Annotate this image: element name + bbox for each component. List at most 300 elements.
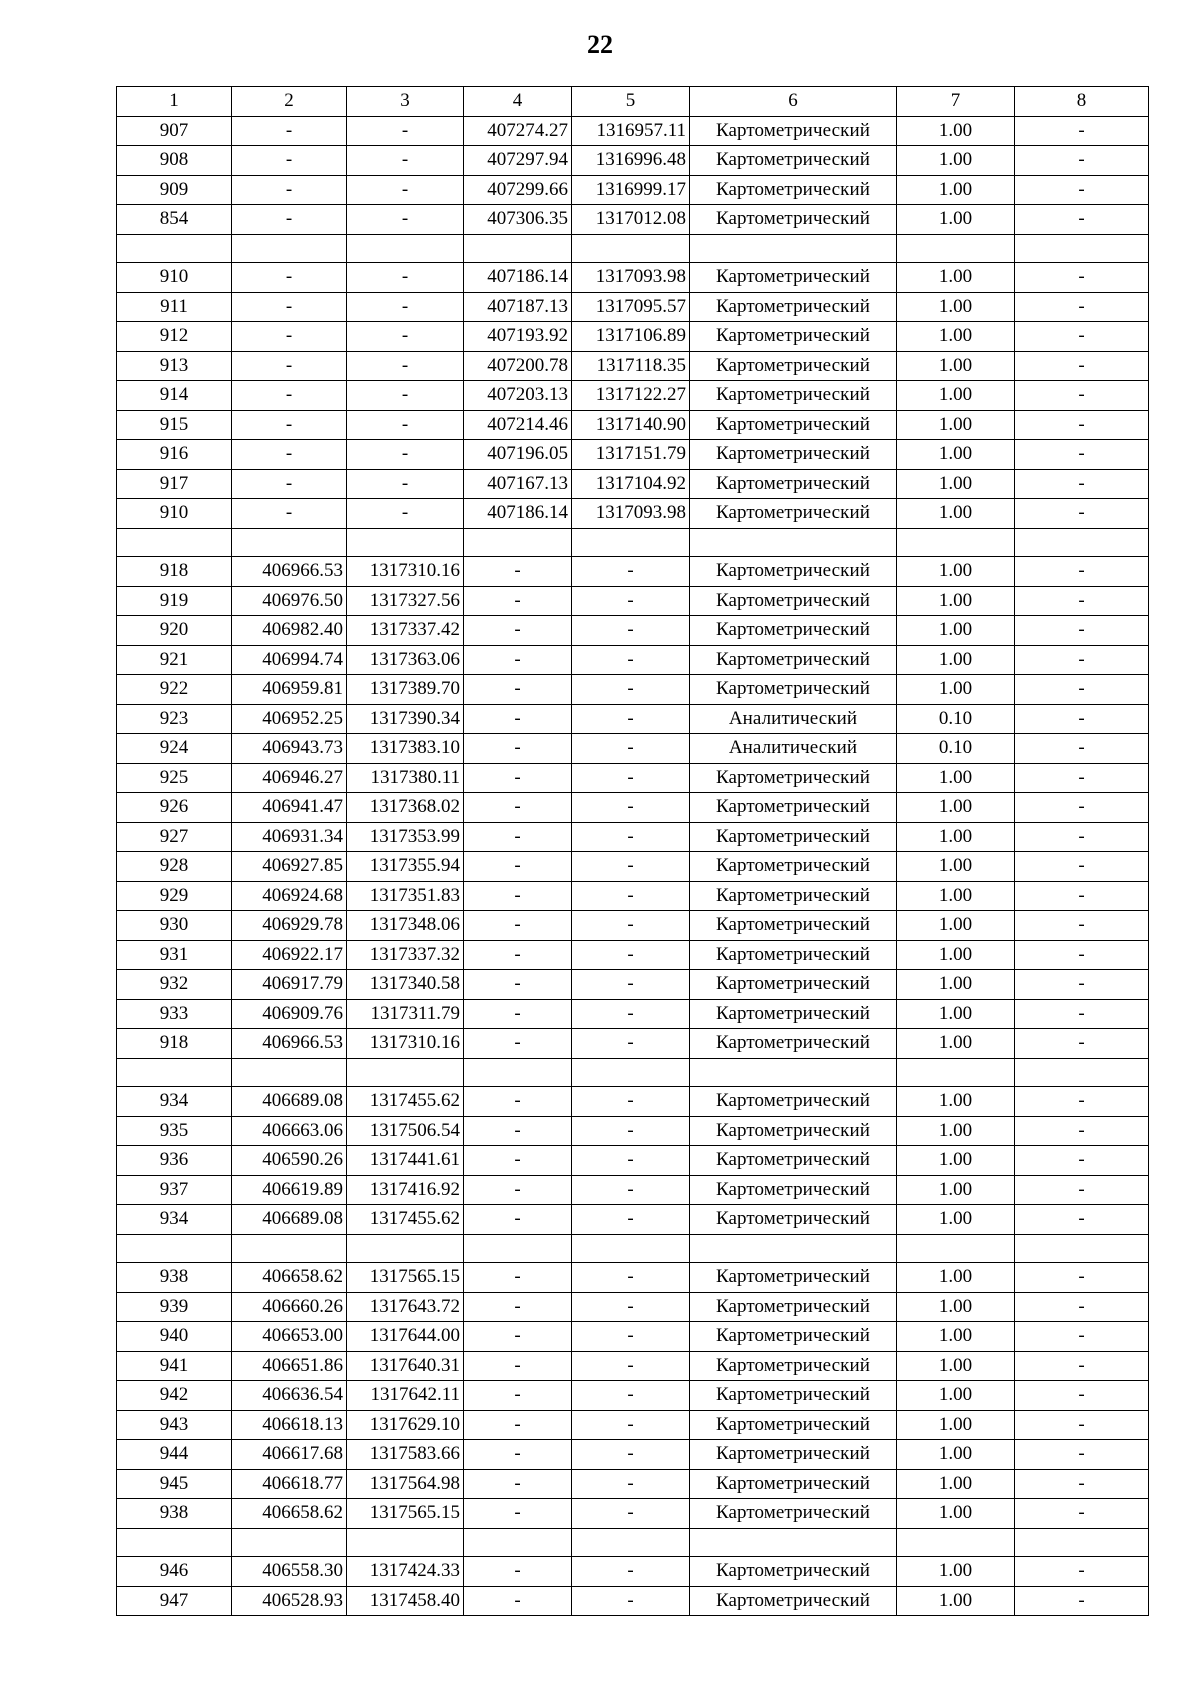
table-cell-empty <box>117 1528 232 1557</box>
table-cell-empty <box>897 528 1015 557</box>
table-cell: Картометрический <box>690 881 897 911</box>
table-cell-empty <box>690 528 897 557</box>
column-header: 5 <box>572 87 690 117</box>
table-cell: - <box>1015 616 1149 646</box>
table-cell: 1.00 <box>897 645 1015 675</box>
table-cell: Картометрический <box>690 1087 897 1117</box>
table-cell: 1.00 <box>897 1469 1015 1499</box>
table-row <box>117 586 1149 616</box>
table-cell: 1317311.79 <box>347 999 464 1029</box>
table-cell-empty <box>464 1058 572 1087</box>
table-cell: 1317340.58 <box>347 970 464 1000</box>
table-cell-empty <box>897 1058 1015 1087</box>
table-cell: 1317106.89 <box>572 322 690 352</box>
table-cell: 406528.93 <box>232 1586 347 1616</box>
table-cell: - <box>347 175 464 205</box>
table-cell-empty <box>572 528 690 557</box>
table-cell: - <box>1015 1292 1149 1322</box>
table-separator-row <box>117 528 1149 557</box>
table-cell-empty <box>347 1528 464 1557</box>
table-cell-empty <box>897 234 1015 263</box>
table-cell: 406922.17 <box>232 940 347 970</box>
table-cell: - <box>1015 263 1149 293</box>
table-cell: 910 <box>117 499 232 529</box>
table-cell: 916 <box>117 440 232 470</box>
table-cell: 911 <box>117 292 232 322</box>
table-cell: 406663.06 <box>232 1116 347 1146</box>
table-cell: - <box>464 645 572 675</box>
table-row <box>117 146 1149 176</box>
table-cell: - <box>464 1557 572 1587</box>
table-cell-empty <box>117 1058 232 1087</box>
table-cell-empty <box>572 1058 690 1087</box>
table-cell: - <box>464 1116 572 1146</box>
table-cell: Картометрический <box>690 410 897 440</box>
table-cell: - <box>347 205 464 235</box>
table-cell: Картометрический <box>690 440 897 470</box>
table-cell: 1.00 <box>897 586 1015 616</box>
table-row <box>117 645 1149 675</box>
table-row <box>117 440 1149 470</box>
table-cell: Картометрический <box>690 1469 897 1499</box>
table-cell: 910 <box>117 263 232 293</box>
table-cell: - <box>464 881 572 911</box>
table-row <box>117 1557 1149 1587</box>
table-cell: - <box>572 822 690 852</box>
table-cell: 917 <box>117 469 232 499</box>
table-cell: 1317629.10 <box>347 1410 464 1440</box>
table-cell: 1.00 <box>897 940 1015 970</box>
table-cell: 1.00 <box>897 881 1015 911</box>
table-cell: 1317093.98 <box>572 263 690 293</box>
table-cell: 406590.26 <box>232 1146 347 1176</box>
table-cell: - <box>464 1292 572 1322</box>
table-cell: 406558.30 <box>232 1557 347 1587</box>
table-cell: - <box>1015 1469 1149 1499</box>
table-cell: 1.00 <box>897 1440 1015 1470</box>
table-row <box>117 793 1149 823</box>
table-cell: - <box>464 1175 572 1205</box>
table-cell: - <box>232 499 347 529</box>
table-cell: 1.00 <box>897 1499 1015 1529</box>
table-cell: - <box>572 999 690 1029</box>
table-cell: - <box>1015 999 1149 1029</box>
table-cell: Картометрический <box>690 1263 897 1293</box>
table-cell: Картометрический <box>690 1322 897 1352</box>
table-cell: Картометрический <box>690 675 897 705</box>
table-cell: 943 <box>117 1410 232 1440</box>
column-header: 4 <box>464 87 572 117</box>
table-cell: - <box>464 852 572 882</box>
table-cell: 406927.85 <box>232 852 347 882</box>
table-cell: 1317351.83 <box>347 881 464 911</box>
table-cell: - <box>572 1557 690 1587</box>
table-cell-empty <box>347 1234 464 1263</box>
table-row <box>117 1263 1149 1293</box>
table-cell: - <box>1015 381 1149 411</box>
table-cell: 406636.54 <box>232 1381 347 1411</box>
table-cell-empty <box>690 1528 897 1557</box>
table-row <box>117 616 1149 646</box>
page-number: 22 <box>587 30 613 59</box>
table-cell: - <box>1015 586 1149 616</box>
table-cell: 406966.53 <box>232 557 347 587</box>
table-cell: - <box>572 645 690 675</box>
table-cell: - <box>464 1586 572 1616</box>
table-cell: - <box>232 292 347 322</box>
table-cell: - <box>347 351 464 381</box>
table-cell: - <box>1015 1586 1149 1616</box>
table-cell: - <box>572 1292 690 1322</box>
table-cell: 1317564.98 <box>347 1469 464 1499</box>
table-cell: - <box>464 734 572 764</box>
table-cell: 1317416.92 <box>347 1175 464 1205</box>
table-row <box>117 999 1149 1029</box>
table-cell: - <box>572 675 690 705</box>
table-cell: 1317424.33 <box>347 1557 464 1587</box>
table-cell: - <box>464 586 572 616</box>
table-cell: 1.00 <box>897 116 1015 146</box>
table-cell: 406618.77 <box>232 1469 347 1499</box>
table-cell: 1.00 <box>897 146 1015 176</box>
table-cell: - <box>232 116 347 146</box>
table-cell: - <box>572 852 690 882</box>
table-cell: Картометрический <box>690 1292 897 1322</box>
table-cell: 1317455.62 <box>347 1205 464 1235</box>
table-row <box>117 970 1149 1000</box>
table-cell: - <box>572 763 690 793</box>
table-row <box>117 116 1149 146</box>
table-cell: - <box>572 970 690 1000</box>
table-cell-empty <box>1015 1234 1149 1263</box>
table-cell: - <box>232 205 347 235</box>
table-cell: 1.00 <box>897 351 1015 381</box>
table-row <box>117 1322 1149 1352</box>
table-row <box>117 205 1149 235</box>
table-cell: - <box>464 1322 572 1352</box>
table-cell: 406660.26 <box>232 1292 347 1322</box>
table-cell: Картометрический <box>690 1586 897 1616</box>
table-cell: 938 <box>117 1499 232 1529</box>
table-cell: 1316996.48 <box>572 146 690 176</box>
table-cell-empty <box>690 1058 897 1087</box>
table-cell: 1.00 <box>897 1205 1015 1235</box>
table-cell: - <box>572 911 690 941</box>
table-cell: - <box>347 499 464 529</box>
table-cell: 922 <box>117 675 232 705</box>
table-cell: Картометрический <box>690 1440 897 1470</box>
table-cell: Картометрический <box>690 146 897 176</box>
table-cell: 1317327.56 <box>347 586 464 616</box>
table-cell: Картометрический <box>690 852 897 882</box>
table-cell: - <box>232 322 347 352</box>
table-cell: - <box>464 1381 572 1411</box>
table-cell: 1.00 <box>897 763 1015 793</box>
table-cell: 1.00 <box>897 999 1015 1029</box>
table-cell: 1.00 <box>897 1029 1015 1059</box>
table-row <box>117 1175 1149 1205</box>
table-cell: 406689.08 <box>232 1087 347 1117</box>
table-cell: 919 <box>117 586 232 616</box>
table-cell: 406689.08 <box>232 1205 347 1235</box>
table-cell: - <box>464 1263 572 1293</box>
table-cell: Картометрический <box>690 469 897 499</box>
table-row <box>117 1146 1149 1176</box>
table-cell-empty <box>117 528 232 557</box>
table-cell: 406931.34 <box>232 822 347 852</box>
table-cell: 854 <box>117 205 232 235</box>
table-cell: 1317389.70 <box>347 675 464 705</box>
table-cell: - <box>1015 175 1149 205</box>
table-cell: 934 <box>117 1087 232 1117</box>
table-cell-empty <box>347 528 464 557</box>
table-cell: - <box>572 1499 690 1529</box>
table-cell: - <box>232 469 347 499</box>
table-row <box>117 911 1149 941</box>
table-cell: - <box>1015 322 1149 352</box>
table-cell: - <box>1015 940 1149 970</box>
column-header: 1 <box>117 87 232 117</box>
table-cell: 406651.86 <box>232 1351 347 1381</box>
table-cell: 1317012.08 <box>572 205 690 235</box>
table-cell: - <box>1015 1116 1149 1146</box>
table-cell: Картометрический <box>690 1029 897 1059</box>
table-cell: 1317583.66 <box>347 1440 464 1470</box>
table-cell: Картометрический <box>690 175 897 205</box>
table-row <box>117 1351 1149 1381</box>
table-cell: 946 <box>117 1557 232 1587</box>
column-header: 3 <box>347 87 464 117</box>
table-cell-empty <box>464 1528 572 1557</box>
table-cell: - <box>572 1586 690 1616</box>
table-cell: Картометрический <box>690 381 897 411</box>
table-row <box>117 1292 1149 1322</box>
table-cell: 918 <box>117 1029 232 1059</box>
table-cell: - <box>232 410 347 440</box>
table-cell: 407214.46 <box>464 410 572 440</box>
table-cell: 407297.94 <box>464 146 572 176</box>
table-cell: 926 <box>117 793 232 823</box>
table-row <box>117 175 1149 205</box>
table-cell: 1317310.16 <box>347 557 464 587</box>
table-cell: 938 <box>117 1263 232 1293</box>
table-cell: 1.00 <box>897 852 1015 882</box>
table-cell: Картометрический <box>690 793 897 823</box>
table-cell: - <box>1015 881 1149 911</box>
table-cell: 406909.76 <box>232 999 347 1029</box>
table-cell: - <box>1015 645 1149 675</box>
table-cell: - <box>1015 499 1149 529</box>
table-cell: - <box>572 1029 690 1059</box>
table-cell: 407200.78 <box>464 351 572 381</box>
table-cell: 406658.62 <box>232 1263 347 1293</box>
table-cell: - <box>572 557 690 587</box>
table-cell: 1317095.57 <box>572 292 690 322</box>
table-cell: - <box>1015 734 1149 764</box>
table-cell: Картометрический <box>690 116 897 146</box>
table-cell-empty <box>117 234 232 263</box>
table-cell: - <box>464 675 572 705</box>
table-cell: - <box>464 1351 572 1381</box>
table-cell: Картометрический <box>690 616 897 646</box>
table-cell: - <box>464 911 572 941</box>
table-cell: - <box>464 1087 572 1117</box>
table-cell: 1317642.11 <box>347 1381 464 1411</box>
table-cell: - <box>572 1087 690 1117</box>
table-cell-empty <box>464 234 572 263</box>
table-cell-empty <box>117 1234 232 1263</box>
table-cell: - <box>1015 410 1149 440</box>
table-cell: 944 <box>117 1440 232 1470</box>
table-cell: 406653.00 <box>232 1322 347 1352</box>
table-cell: Картометрический <box>690 1381 897 1411</box>
table-cell: - <box>347 410 464 440</box>
table-cell: 1.00 <box>897 822 1015 852</box>
table-cell: - <box>1015 911 1149 941</box>
table-cell: - <box>464 704 572 734</box>
table-cell: 1317104.92 <box>572 469 690 499</box>
table-cell: 0.10 <box>897 734 1015 764</box>
table-cell: - <box>572 1116 690 1146</box>
table-cell: Аналитический <box>690 734 897 764</box>
table-cell: - <box>1015 1087 1149 1117</box>
table-cell: 1317643.72 <box>347 1292 464 1322</box>
table-cell: - <box>464 1469 572 1499</box>
table-cell-empty <box>572 234 690 263</box>
table-cell: 930 <box>117 911 232 941</box>
table-header-row <box>117 87 1149 117</box>
table-separator-row <box>117 1058 1149 1087</box>
table-cell: 945 <box>117 1469 232 1499</box>
table-cell: 406959.81 <box>232 675 347 705</box>
table-cell: 406618.13 <box>232 1410 347 1440</box>
table-cell: - <box>347 469 464 499</box>
table-cell: 1.00 <box>897 557 1015 587</box>
table-cell-empty <box>232 1528 347 1557</box>
table-row <box>117 822 1149 852</box>
table-row <box>117 852 1149 882</box>
table-cell: 937 <box>117 1175 232 1205</box>
table-cell: 407167.13 <box>464 469 572 499</box>
table-cell: 0.10 <box>897 704 1015 734</box>
table-row <box>117 1087 1149 1117</box>
table-cell: 921 <box>117 645 232 675</box>
table-cell: - <box>572 793 690 823</box>
table-cell: 1.00 <box>897 1410 1015 1440</box>
table-cell: 1.00 <box>897 1586 1015 1616</box>
table-cell: 407299.66 <box>464 175 572 205</box>
table-cell: 407196.05 <box>464 440 572 470</box>
table-row <box>117 381 1149 411</box>
table-cell: - <box>572 1440 690 1470</box>
table-cell-empty <box>897 1528 1015 1557</box>
table-cell: 1.00 <box>897 1263 1015 1293</box>
table-cell-empty <box>464 528 572 557</box>
table-cell: Картометрический <box>690 205 897 235</box>
table-cell: 924 <box>117 734 232 764</box>
table-cell: 915 <box>117 410 232 440</box>
table-row <box>117 675 1149 705</box>
table-cell: - <box>572 616 690 646</box>
table-cell: - <box>347 146 464 176</box>
table-cell: - <box>572 734 690 764</box>
table-cell: - <box>572 586 690 616</box>
table-cell: - <box>464 616 572 646</box>
table-cell: Картометрический <box>690 351 897 381</box>
table-row <box>117 263 1149 293</box>
table-cell: 1.00 <box>897 616 1015 646</box>
table-cell: 920 <box>117 616 232 646</box>
table-cell: 936 <box>117 1146 232 1176</box>
table-cell-empty <box>1015 1058 1149 1087</box>
table-cell: 929 <box>117 881 232 911</box>
table-cell: 406929.78 <box>232 911 347 941</box>
table-cell: - <box>572 881 690 911</box>
table-cell: 1.00 <box>897 440 1015 470</box>
table-cell: 1.00 <box>897 1322 1015 1352</box>
table-cell: 407203.13 <box>464 381 572 411</box>
table-cell: 1317441.61 <box>347 1146 464 1176</box>
table-cell: - <box>1015 292 1149 322</box>
table-row <box>117 1586 1149 1616</box>
table-cell: 908 <box>117 146 232 176</box>
table-cell: 1317122.27 <box>572 381 690 411</box>
table-cell: 914 <box>117 381 232 411</box>
table-cell: 1.00 <box>897 970 1015 1000</box>
table-cell: - <box>1015 970 1149 1000</box>
table-cell: Картометрический <box>690 1205 897 1235</box>
table-row <box>117 1205 1149 1235</box>
table-cell: - <box>1015 1499 1149 1529</box>
table-cell: 406941.47 <box>232 793 347 823</box>
table-row <box>117 1029 1149 1059</box>
table-cell: 1316999.17 <box>572 175 690 205</box>
table-row <box>117 940 1149 970</box>
table-cell: Картометрический <box>690 763 897 793</box>
table-cell-empty <box>232 1234 347 1263</box>
table-cell: - <box>1015 793 1149 823</box>
table-cell: - <box>464 1146 572 1176</box>
table-cell: 407186.14 <box>464 263 572 293</box>
table-cell: - <box>1015 675 1149 705</box>
table-cell: 1317458.40 <box>347 1586 464 1616</box>
table-cell: 1.00 <box>897 1146 1015 1176</box>
table-cell: - <box>1015 1029 1149 1059</box>
table-cell-empty <box>572 1528 690 1557</box>
table-cell: - <box>1015 469 1149 499</box>
table-cell: - <box>464 793 572 823</box>
table-cell: - <box>572 1381 690 1411</box>
table-cell: 940 <box>117 1322 232 1352</box>
table-cell: 934 <box>117 1205 232 1235</box>
table-cell: 1.00 <box>897 1351 1015 1381</box>
table-cell: - <box>347 292 464 322</box>
table-row <box>117 1116 1149 1146</box>
table-cell: 407187.13 <box>464 292 572 322</box>
table-cell: 1.00 <box>897 1292 1015 1322</box>
table-row <box>117 351 1149 381</box>
table-cell: - <box>1015 852 1149 882</box>
table-cell: 1317644.00 <box>347 1322 464 1352</box>
table-row <box>117 1499 1149 1529</box>
table-cell: - <box>347 263 464 293</box>
table-cell: Картометрический <box>690 822 897 852</box>
table-cell: - <box>572 1146 690 1176</box>
table-cell: 1.00 <box>897 1557 1015 1587</box>
table-cell: - <box>1015 1440 1149 1470</box>
table-cell: 406982.40 <box>232 616 347 646</box>
table-cell: - <box>572 1175 690 1205</box>
